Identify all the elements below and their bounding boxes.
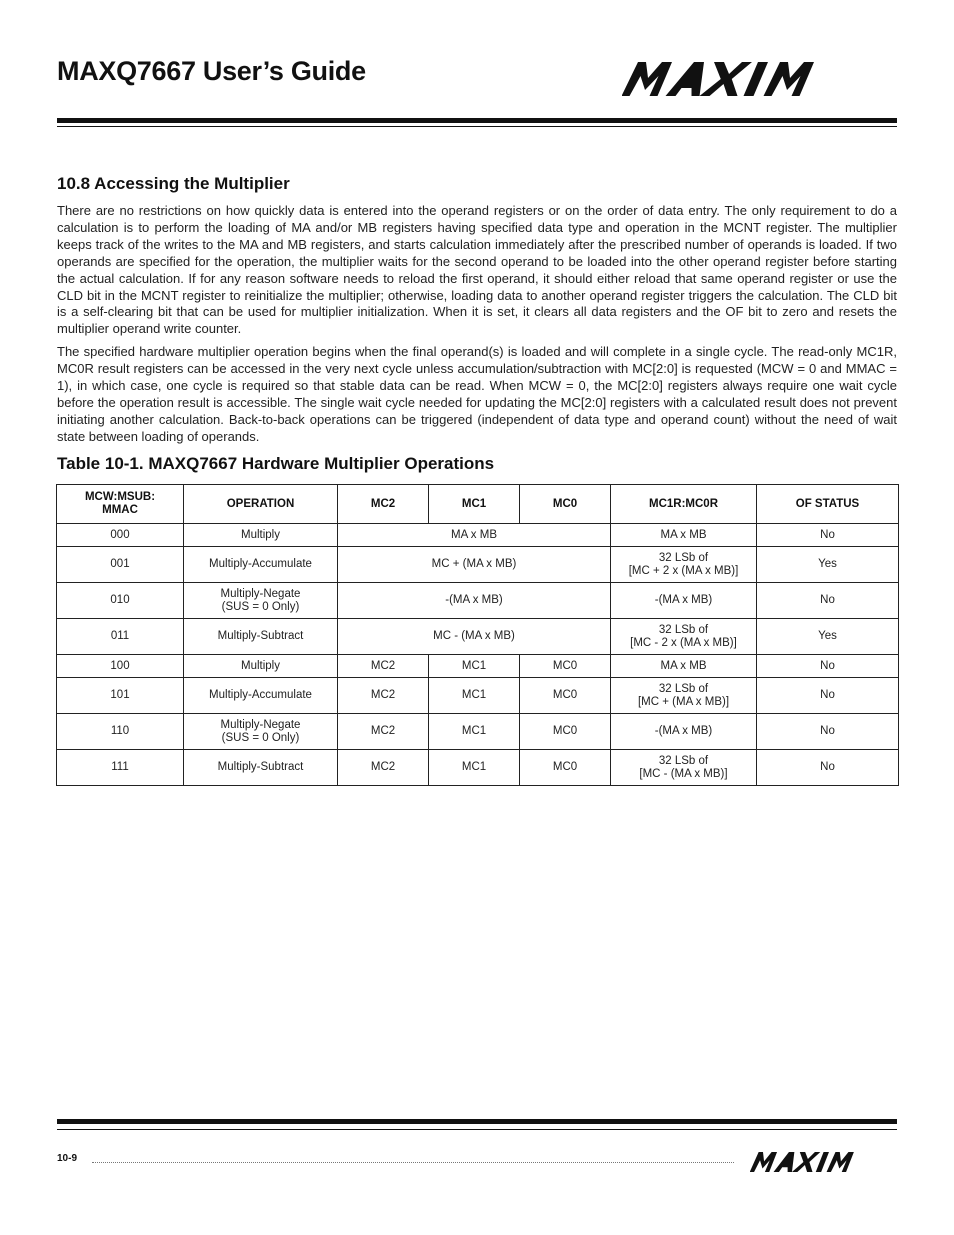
cell-mc1: MC1	[429, 655, 520, 678]
header-rule-thick	[57, 118, 897, 123]
cell-mode: 110	[57, 714, 184, 750]
table-row	[57, 750, 899, 786]
cell-mc2: MC2	[338, 655, 429, 678]
header-operation: OPERATION	[184, 485, 338, 524]
cell-mc1: MC1	[429, 714, 520, 750]
section-heading: 10.8 Accessing the Multiplier	[57, 174, 290, 193]
cell-mc2: MC2	[338, 750, 429, 786]
header-mc2: MC2	[338, 485, 429, 524]
cell-mc1: MC1	[429, 678, 520, 714]
cell-mc0: MC0	[520, 678, 611, 714]
cell-mc2: MC2	[338, 678, 429, 714]
cell-operation: Multiply	[184, 655, 338, 678]
page-number: 10-9	[57, 1153, 78, 1164]
cell-mode: 011	[57, 619, 184, 655]
cell-mc-merged: -(MA x MB)	[338, 583, 611, 619]
cell-mode: 101	[57, 678, 184, 714]
cell-mc-merged: MA x MB	[338, 524, 611, 547]
footer-maxim-logo	[750, 1152, 895, 1172]
cell-mc0: MC0	[520, 714, 611, 750]
header-of-status: OF STATUS	[757, 485, 899, 524]
body-paragraph-1: There are no restrictions on how quickly data is entered into the operand registers or on the order of data entry. The only requirement to do a calculation is to perform the loading of MA and/or MB registers having specified data type and operation in the MCNT register. The multiplier keeps track of the writes to the MA and MB registers, and starts calculation immediately after the prescribed number of operands is loaded. If two operands are specified for the operation, the multiplier waits for the second operand to be loaded into the other operand register before starting the actual calculation. If for any reason software needs to reload the first operand, it should either reload that same operand register or use the CLD bit in the MCNT register to reinitialize the multiplier; otherwise, loading data to another operand register triggers the calculation. The CLD bit is a self-clearing bit that can be used for multiplier initialization. When it is set, it clears all data registers and the OF bit to zero and resets the multiplier operand write counter.	[57, 203, 897, 337]
cell-operation: Multiply-Negate (SUS = 0 Only)	[184, 583, 338, 619]
cell-result: -(MA x MB)	[611, 714, 757, 750]
header-mc1: MC1	[429, 485, 520, 524]
table-row	[57, 678, 899, 714]
cell-mc-merged: MC + (MA x MB)	[338, 547, 611, 583]
document-title: MAXQ7667 User’s Guide	[57, 56, 366, 86]
cell-result: MA x MB	[611, 524, 757, 547]
table-row	[57, 547, 899, 583]
multiplier-operations-table	[56, 484, 899, 786]
cell-operation: Multiply-Negate (SUS = 0 Only)	[184, 714, 338, 750]
cell-mc2: MC2	[338, 714, 429, 750]
table-caption: Table 10-1. MAXQ7667 Hardware Multiplier Operations	[57, 454, 495, 473]
header-mode: MCW:MSUB: MMAC	[57, 485, 184, 524]
cell-of-status: No	[757, 583, 899, 619]
cell-mc-merged: MC - (MA x MB)	[338, 619, 611, 655]
cell-mc1: MC1	[429, 750, 520, 786]
table-row	[57, 524, 899, 547]
cell-result: 32 LSb of [MC + (MA x MB)]	[611, 678, 757, 714]
table-row	[57, 619, 899, 655]
table-row	[57, 655, 899, 678]
cell-of-status: Yes	[757, 547, 899, 583]
cell-of-status: No	[757, 524, 899, 547]
maxim-logo	[622, 62, 890, 96]
cell-result: 32 LSb of [MC + 2 x (MA x MB)]	[611, 547, 757, 583]
cell-operation: Multiply	[184, 524, 338, 547]
cell-mc0: MC0	[520, 750, 611, 786]
header-mc1r-mc0r: MC1R:MC0R	[611, 485, 757, 524]
cell-of-status: No	[757, 655, 899, 678]
table-header-row	[57, 485, 899, 524]
cell-operation: Multiply-Subtract	[184, 750, 338, 786]
cell-result: 32 LSb of [MC - 2 x (MA x MB)]	[611, 619, 757, 655]
table-row	[57, 714, 899, 750]
footer-dotted-leader	[92, 1162, 734, 1163]
cell-result: MA x MB	[611, 655, 757, 678]
cell-of-status: No	[757, 714, 899, 750]
cell-mode: 000	[57, 524, 184, 547]
cell-of-status: Yes	[757, 619, 899, 655]
body-paragraph-2: The specified hardware multiplier operation begins when the final operand(s) is loaded and will complete in a single cycle. The read-only MC1R, MC0R result registers can be accessed in the very next cycle unless accumulation/subtraction with MC[2:0] is requested (MCW = 0 and MMAC = 1), in which case, one cycle is required so that stable data can be read. When MCW = 0, the MC[2:0] registers always require one wait cycle before the operation result is accessible. The single wait cycle needed for updating the MC[2:0] registers with a calculated result does not prevent initiating another calculation. Back-to-back operations can be triggered (independent of data type and operand count) without the need of wait state between loading of operands.	[57, 344, 897, 444]
footer-rule-thick	[57, 1119, 897, 1124]
cell-operation: Multiply-Accumulate	[184, 678, 338, 714]
table-row	[57, 583, 899, 619]
cell-operation: Multiply-Accumulate	[184, 547, 338, 583]
cell-result: -(MA x MB)	[611, 583, 757, 619]
cell-result: 32 LSb of [MC - (MA x MB)]	[611, 750, 757, 786]
footer-rule-thin	[57, 1129, 897, 1130]
cell-mode: 111	[57, 750, 184, 786]
cell-operation: Multiply-Subtract	[184, 619, 338, 655]
cell-mode: 010	[57, 583, 184, 619]
header-rule-thin	[57, 126, 897, 127]
cell-mode: 001	[57, 547, 184, 583]
header-mc0: MC0	[520, 485, 611, 524]
cell-mc0: MC0	[520, 655, 611, 678]
cell-of-status: No	[757, 750, 899, 786]
cell-mode: 100	[57, 655, 184, 678]
cell-of-status: No	[757, 678, 899, 714]
